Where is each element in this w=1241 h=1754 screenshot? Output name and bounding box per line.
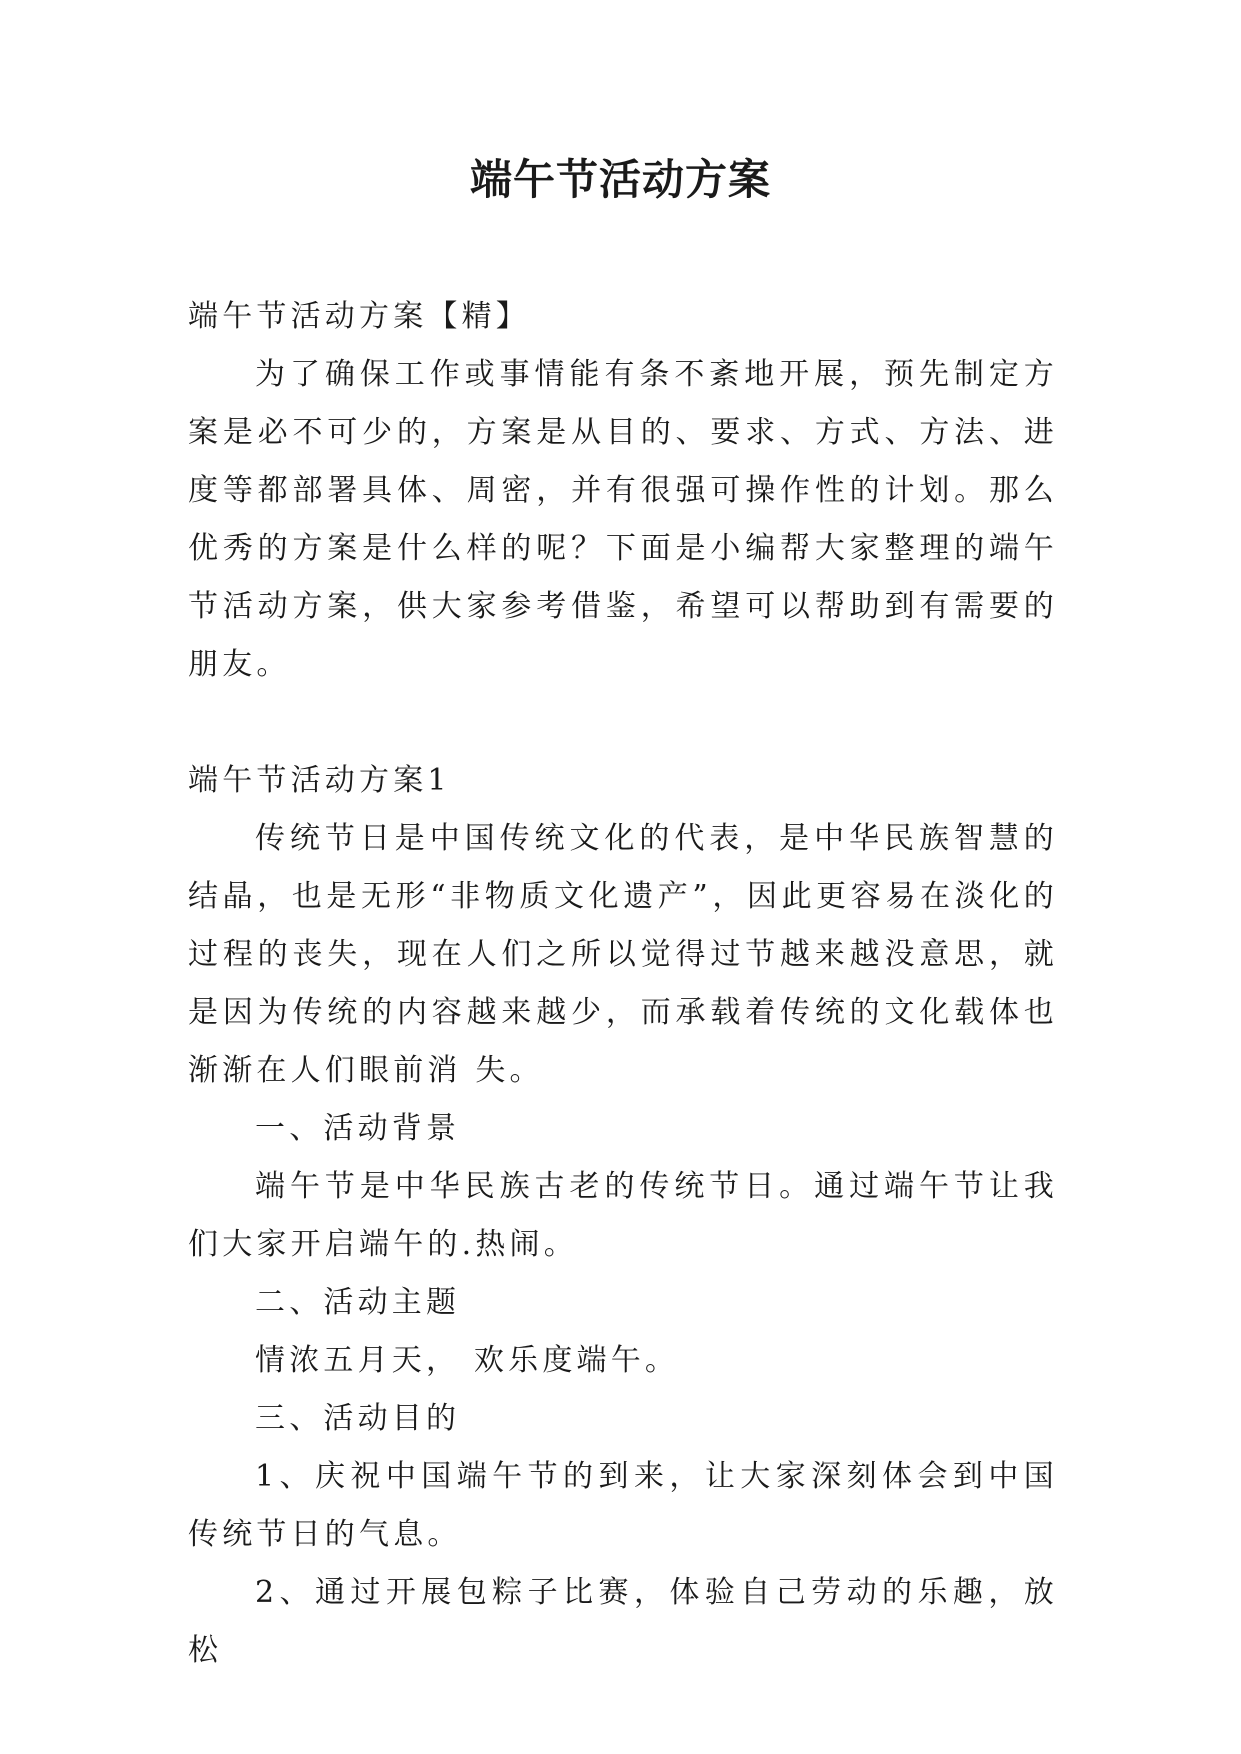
section-paragraph: 传统节日是中国传统文化的代表，是中华民族智慧的结晶，也是无形“非物质文化遗产”，因此更容易在淡化的过程的丧失，现在人们之所以觉得过节越来越没意思，就是因为传统的内容越来越少，而承载着传统的文化载体也渐渐在人们眼前消 失。 xyxy=(188,821,1058,1088)
document-title: 端午节活动方案 xyxy=(469,155,771,204)
theme-heading: 二、活动主题 xyxy=(255,1285,461,1320)
document-body xyxy=(188,288,1058,1680)
purpose-item-2: 2、通过开展包粽子比赛，体验自己劳动的乐趣，放松 xyxy=(188,1575,1058,1668)
subtitle: 端午节活动方案【精】 xyxy=(188,299,530,334)
background-heading: 一、活动背景 xyxy=(255,1111,461,1146)
purpose-item-1: 1、庆祝中国端午节的到来，让大家深刻体会到中国传统节日的气息。 xyxy=(188,1459,1058,1552)
theme-text: 情浓五月天， 欢乐度端午。 xyxy=(255,1343,680,1378)
background-text: 端午节是中华民族古老的传统节日。通过端午节让我们大家开启端午的.热闹。 xyxy=(188,1169,1058,1262)
purpose-heading: 三、活动目的 xyxy=(255,1401,461,1436)
intro-paragraph: 为了确保工作或事情能有条不紊地开展，预先制定方案是必不可少的，方案是从目的、要求、方式、方法、进度等都部署具体、周密，并有很强可操作性的计划。那么优秀的方案是什么样的呢？下面是小编帮大家整理的端午节活动方案，供大家参考借鉴，希望可以帮助到有需要的朋友。 xyxy=(188,357,1058,682)
section-heading: 端午节活动方案1 xyxy=(188,763,451,798)
